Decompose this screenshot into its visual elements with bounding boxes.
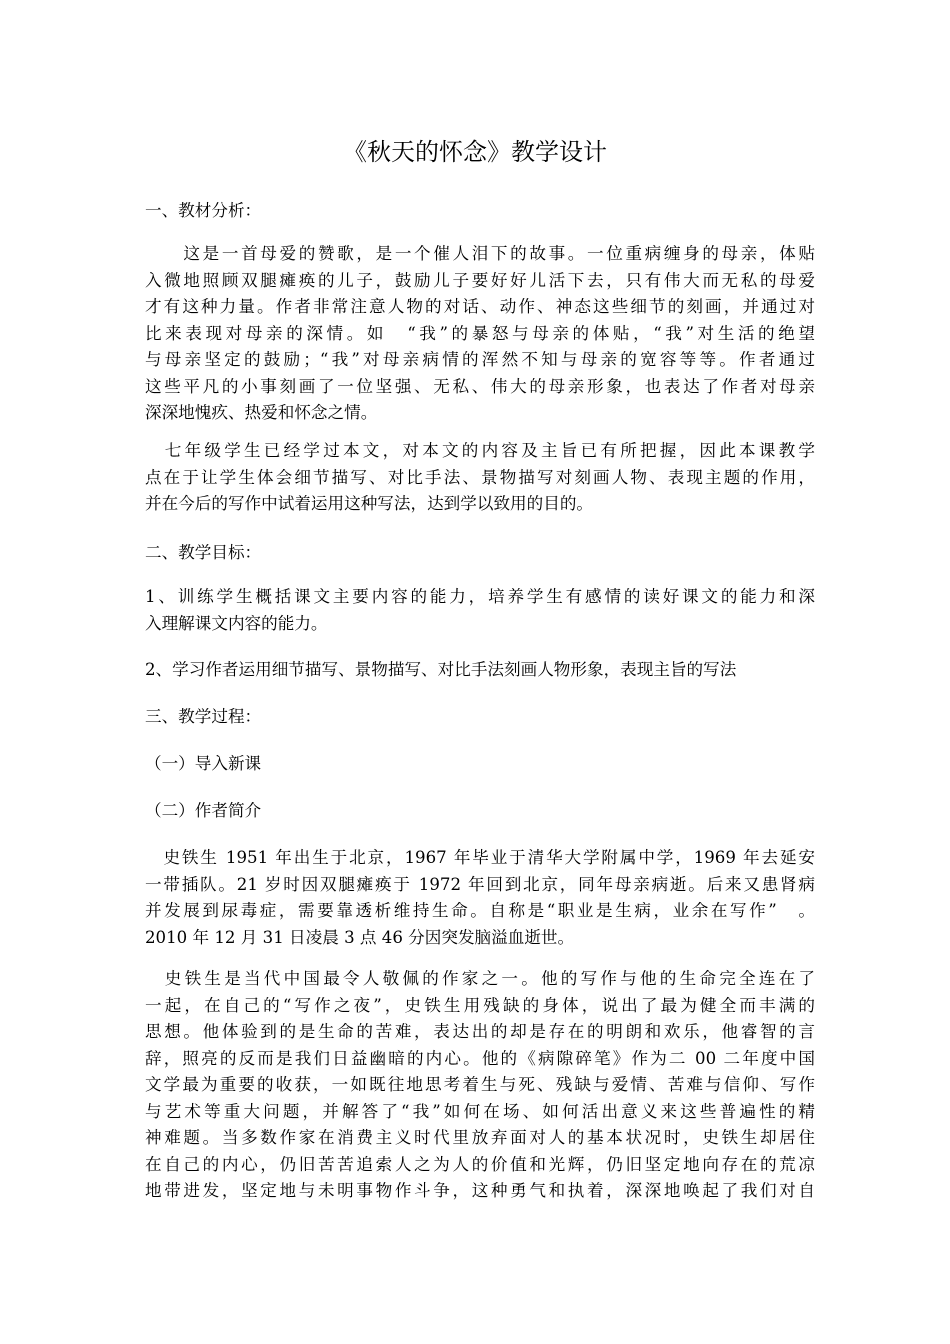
- text-line: 思想。他体验到的是生命的苦难，表达出的却是存在的明朗和欢乐，他睿智的言: [145, 1022, 815, 1041]
- section-heading-teaching-goals: 二、教学目标：: [145, 543, 262, 562]
- paragraph-author-bio: [145, 845, 815, 951]
- text-line: 比来表现对母亲的深情。如 “我”的暴怒与母亲的体贴，“我”对生活的绝望: [145, 323, 815, 343]
- text-line: 深深地愧疚、热爱和怀念之情。: [145, 403, 378, 422]
- text-line: 文学最为重要的收获，一如既往地思考着生与死、残缺与爱情、苦难与信仰、写作: [145, 1075, 815, 1094]
- step-introduction: （一）导入新课: [145, 754, 262, 773]
- text-line: 与艺术等重大问题，并解答了“我”如何在场、如何活出意义来这些普遍性的精: [145, 1101, 815, 1121]
- paragraph-material-analysis: [145, 241, 815, 427]
- section-heading-material-analysis: 一、教材分析：: [145, 201, 262, 220]
- text-line: 并在今后的写作中试着运用这种写法，达到学以致用的目的。: [145, 494, 594, 513]
- paragraph-student-analysis: [145, 438, 815, 518]
- text-line: 地带进发，坚定地与未明事物作斗争，这种勇气和执着，深深地唤起了我们对自: [145, 1181, 815, 1200]
- document-title: 《秋天的怀念》教学设计: [343, 138, 607, 166]
- text-line: 一带插队。21 岁时因双腿瘫痪于 1972 年回到北京，同年母亲病逝。后来又患肾病: [145, 874, 815, 894]
- text-line: 神难题。当多数作家在消费主义时代里放弃面对人的基本状况时，史铁生却居住: [145, 1128, 815, 1147]
- text-line: 1、训练学生概括课文主要内容的能力，培养学生有感情的读好课文的能力和深: [145, 587, 815, 606]
- text-line: 入微地照顾双腿瘫痪的儿子，鼓励儿子要好好儿活下去，只有伟大而无私的母爱: [145, 270, 815, 290]
- text-line: 与母亲坚定的鼓励；“我”对母亲病情的浑然不知与母亲的宽容等等。作者通过: [145, 350, 815, 369]
- text-line: 这是一首母爱的赞歌，是一个催人泪下的故事。一位重病缠身的母亲，体贴: [145, 244, 815, 263]
- step-author-intro: （二）作者简介: [145, 801, 262, 820]
- text-line: 在自己的内心，仍旧苦苦追索人之为人的价值和光辉，仍旧坚定地向存在的荒凉: [145, 1154, 815, 1174]
- text-line: 才有这种力量。作者非常注意人物的对话、动作、神态这些细节的刻画，并通过对: [145, 297, 815, 316]
- text-line: 史铁生是当代中国最令人敬佩的作家之一。他的写作与他的生命完全连在了: [145, 969, 815, 988]
- paragraph-goal-1: [145, 584, 815, 637]
- text-line: 辞，照亮的反而是我们日益幽暗的内心。他的《病隙碎笔》作为二 00 二年度中国: [145, 1048, 815, 1068]
- text-line: 入理解课文内容的能力。: [145, 613, 328, 633]
- text-line: 2010 年 12 月 31 日凌晨 3 点 46 分因突发脑溢血逝世。: [145, 927, 575, 947]
- text-line: 点在于让学生体会细节描写、对比手法、景物描写对刻画人物、表现主题的作用，: [145, 467, 815, 487]
- section-heading-teaching-process: 三、教学过程：: [145, 707, 262, 726]
- text-line: 七年级学生已经学过本文，对本文的内容及主旨已有所把握，因此本课教学: [145, 441, 815, 460]
- text-line: 并发展到尿毒症，需要靠透析维持生命。自称是“职业是生病，业余在写作” 。: [145, 901, 815, 920]
- text-line: 史铁生 1951 年出生于北京，1967 年毕业于清华大学附属中学，1969 年去延安: [145, 848, 815, 867]
- paragraph-goal-2: 2、学习作者运用细节描写、景物描写、对比手法刻画人物形象，表现主旨的写法: [145, 660, 737, 679]
- text-line: 这些平凡的小事刻画了一位坚强、无私、伟大的母亲形象，也表达了作者对母亲: [145, 376, 815, 396]
- paragraph-author-evaluation: [145, 966, 815, 1205]
- text-line: 一起，在自己的“写作之夜”，史铁生用残缺的身体，说出了最为健全而丰满的: [145, 995, 815, 1015]
